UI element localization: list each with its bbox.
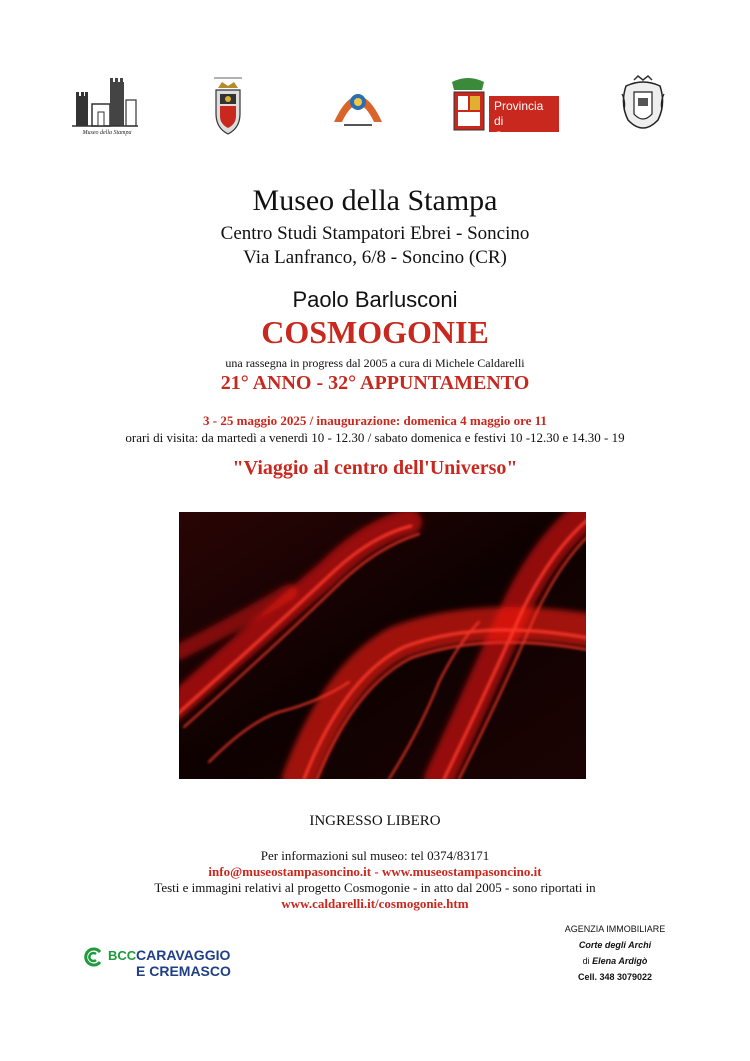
provincia-line1: Provincia [494,99,544,113]
premio-logo [330,74,390,144]
visiting-hours: orari di visita: da martedì a venerdì 10 - 12.30 / sabato domenica e festivi 10 -12.30 e 14.30 - 19 [125,430,625,445]
museum-title: Museo della Stampa [252,184,498,217]
contact-links[interactable]: info@museostampasoncino.it - www.museostampasoncino.it [208,864,542,879]
agency-block [540,921,690,985]
exhibition-subtitle: "Viaggio al centro dell'Universo" [232,457,518,479]
artist-name: Paolo Barlusconi [292,287,458,312]
provincia-crest-icon [448,74,488,136]
museo-logo-caption: Museo della Stampa [82,130,132,136]
edition-label: 21° ANNO - 32° APPUNTAMENTO [220,372,530,394]
info-phone: Per informazioni sul museo: tel 0374/83171 [260,848,490,863]
comune-soncino-crest [208,74,248,144]
bcc-label: BCC [108,948,137,963]
castle-icon [72,74,138,130]
museum-subtitle: Centro Studi Stampatori Ebrei - Soncino [220,223,530,244]
arch-logo-icon [330,74,386,130]
coat-of-arms-icon [208,74,248,138]
bcc-logo [82,946,282,982]
bcc-name-line1: CARAVAGGIO [136,947,231,963]
bcc-name-line2: E CREMASCO [136,963,231,979]
artwork-image [179,512,586,779]
agency-name: Corte degli Archi [578,940,652,950]
entry-label: INGRESSO LIBERO [309,813,441,829]
project-link[interactable]: www.caldarelli.it/cosmogonie.htm [281,896,469,911]
agency-owner-prefix: di [582,956,593,966]
exhibition-tagline: una rassegna in progress dal 2005 a cura di Michele Caldarelli [225,356,525,370]
provincia-line2: di Cremona [494,114,544,143]
associazione-crest [620,74,670,144]
bcc-mark-icon [82,946,104,968]
exhibition-dates: 3 - 25 maggio 2025 / inaugurazione: domenica 4 maggio ore 11 [203,413,547,428]
ornate-crest-icon [620,74,666,138]
museum-address: Via Lanfranco, 6/8 - Soncino (CR) [243,247,507,268]
agency-phone: Cell. 348 3079022 [577,972,653,982]
exhibition-title: COSMOGONIE [261,314,489,350]
provincia-label [489,96,559,143]
museo-stampa-logo [72,74,142,144]
agency-owner: Elena Ardigò [592,956,648,966]
agency-type: AGENZIA IMMOBILIARE [564,924,666,934]
project-note: Testi e immagini relativi al progetto Cosmogonie - in atto dal 2005 - sono riportati in [154,880,596,895]
red-light-artwork [179,512,586,779]
